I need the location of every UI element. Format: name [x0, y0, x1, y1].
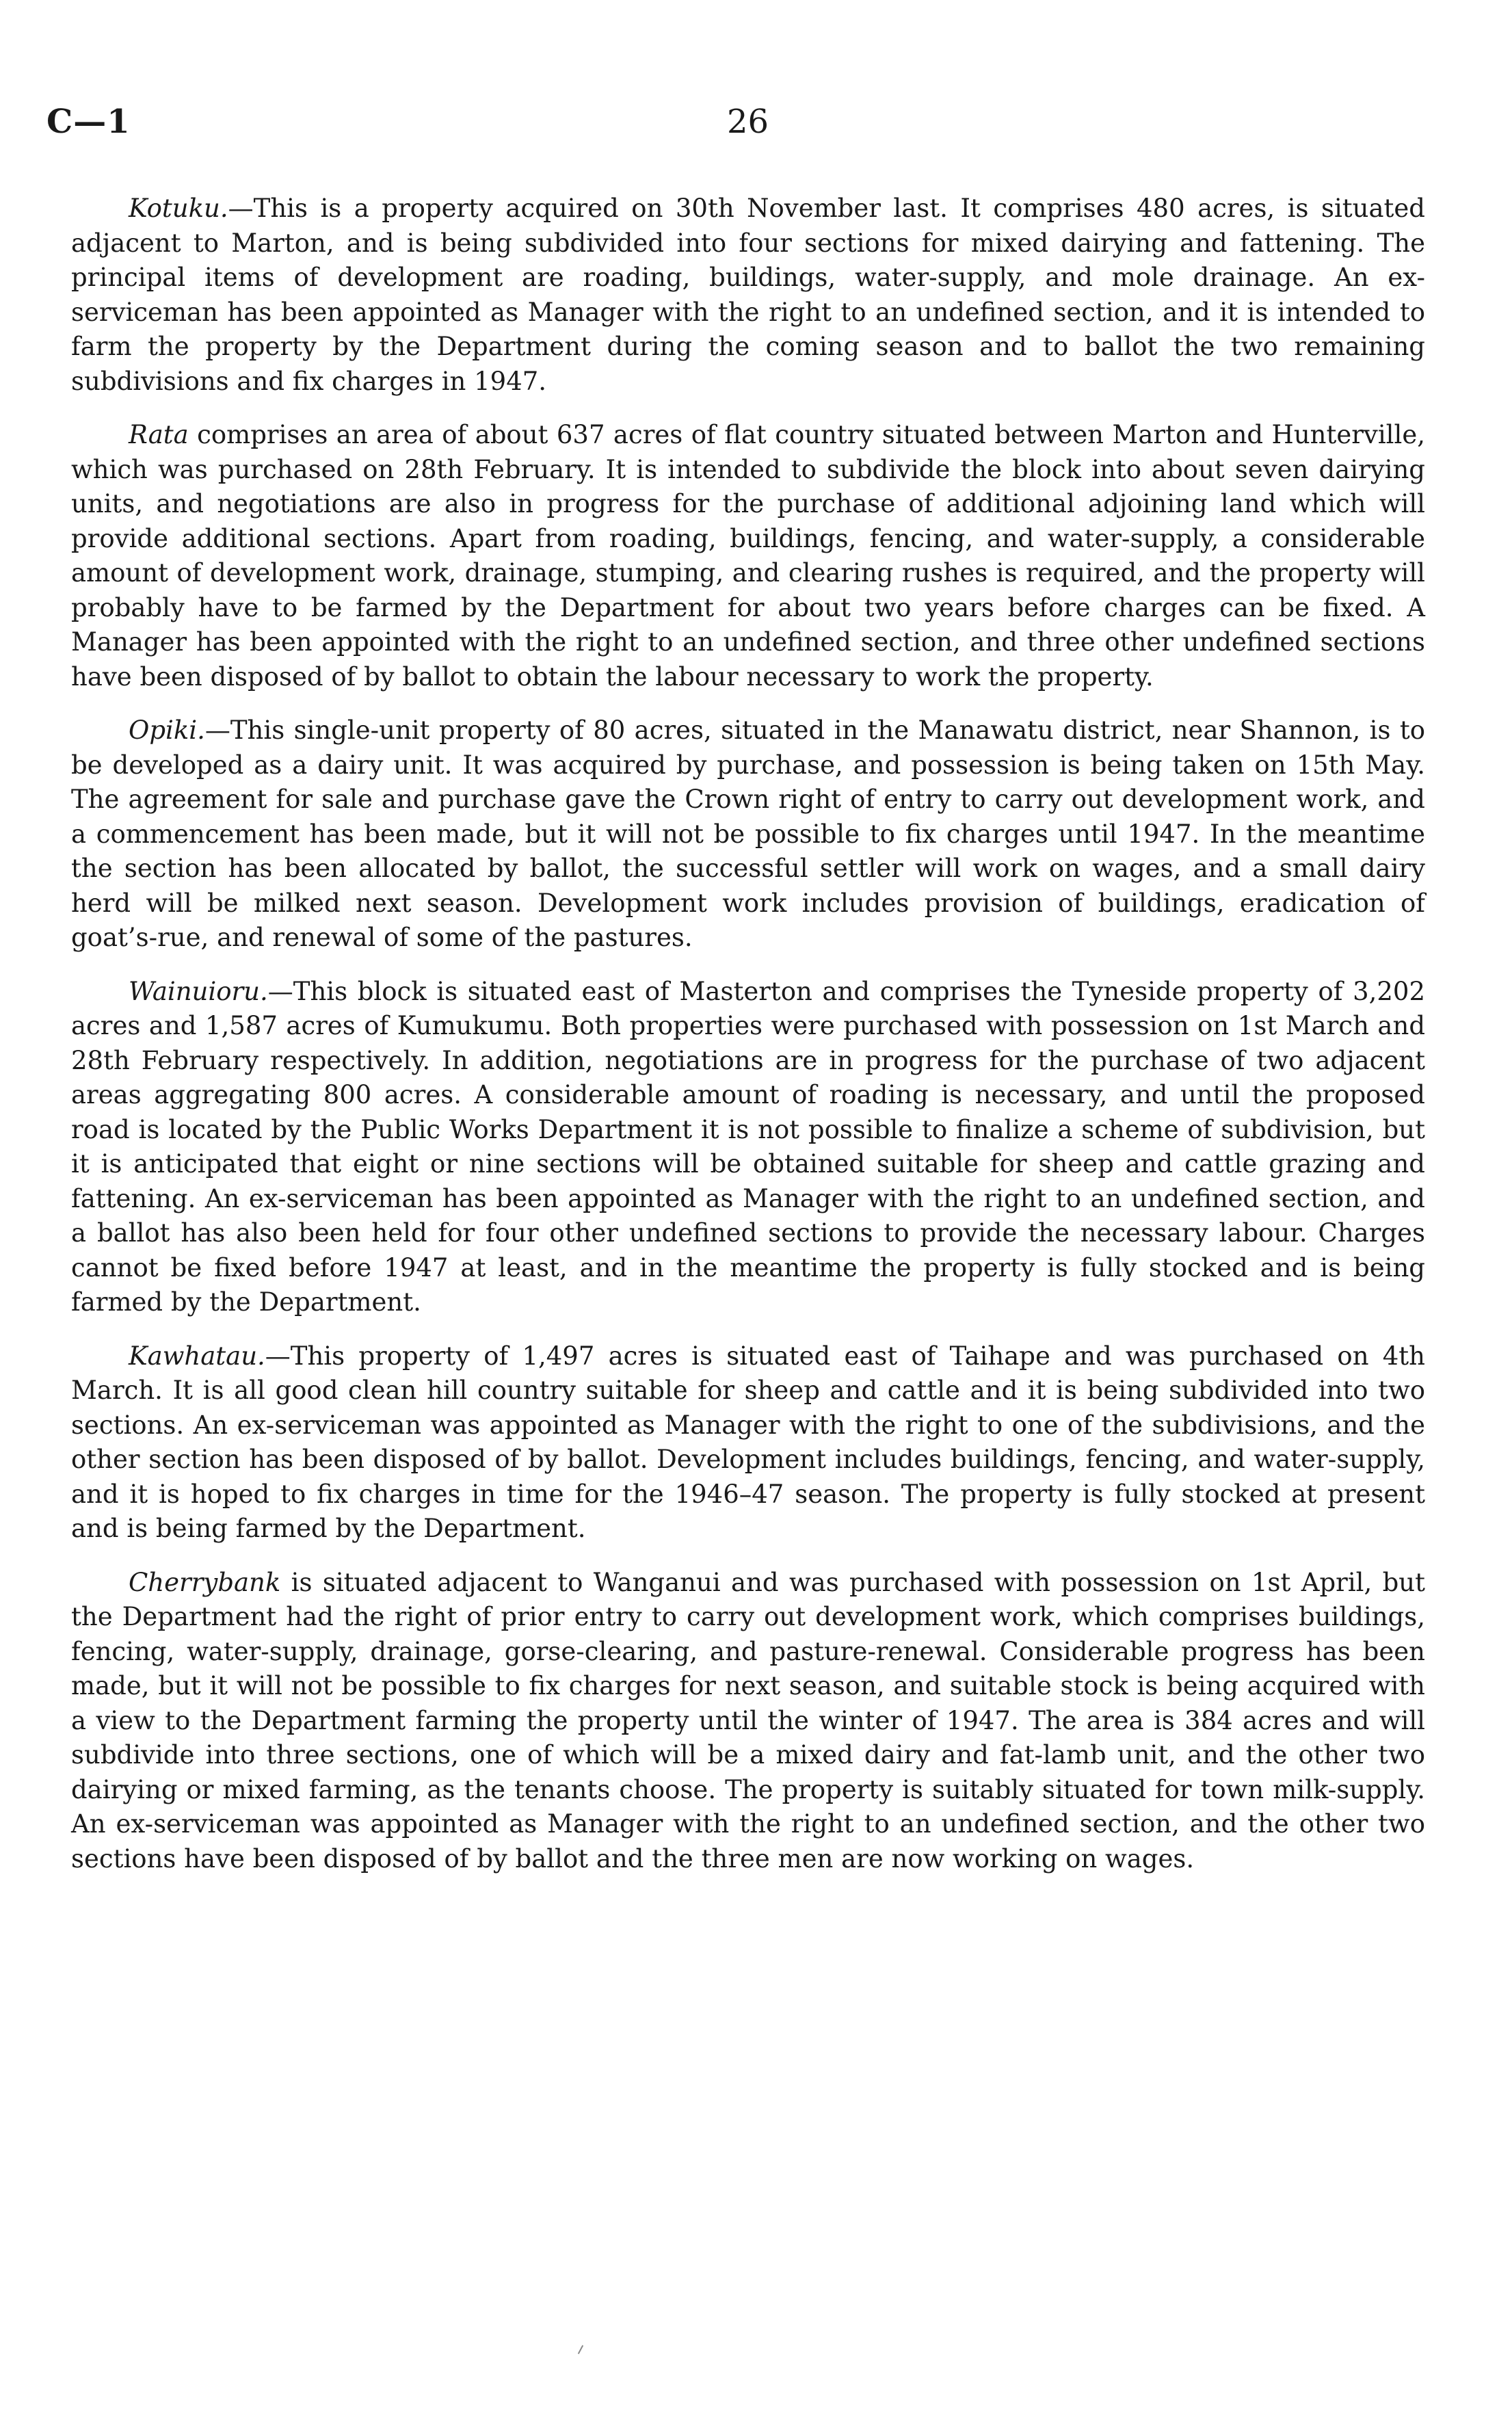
- paragraph-cherrybank: [71, 1566, 1425, 1877]
- paragraph-title: Wainuioru.: [129, 976, 268, 1006]
- paragraph-title: Kawhatau.: [129, 1341, 265, 1371]
- report-reference: C—1: [47, 103, 131, 141]
- paragraph-kotuku: [71, 192, 1425, 399]
- paragraph-title: Cherrybank: [129, 1567, 281, 1597]
- paragraph-title: Kotuku.: [129, 194, 228, 223]
- paragraph-text: —This single-unit property of 80 acres, situated in the Manawatu district, near Shannon, is to be developed as a dairy unit. It was acquired by purchase, and possession is being taken on 15th May. The agreement for sale and purchase gave the Crown right of entry to carry out development work, and a commencement has been made, but it will not be possible to fix charges until 1947. In the meantime the section has been allocated by ballot, the successful settler will work on wages, and a small dairy herd will be milked next season. Development work includes provision of buildings, eradication of goat’s-rue, and renewal of some of the pastures.: [71, 715, 1425, 952]
- paragraph-text: comprises an area of about 637 acres of flat country situated between Marton and Hunterville, which was purchased on 28th February. It is intended to subdivide the block into about seven dairying units, and negotiations are also in progress for the purchase of additional adjoining land which will provide additional sections. Apart from roading, buildings, fencing, and water-supply, a considerable amount of development work, drainage, stumping, and clearing rushes is required, and the property will probably have to be farmed by the Department for about two years before charges can be fixed. A Manager has been appointed with the right to an undefined section, and three other undefined sections have been disposed of by ballot to obtain the labour necessary to work the property.: [71, 420, 1425, 692]
- paragraph-text: —This property of 1,497 acres is situated east of Taihape and was purchased on 4th March. It is all good clean hill country suitable for sheep and cattle and it is being subdivided into two sections. An ex-serviceman was appointed as Manager with the right to one of the subdivisions, and the other section has been disposed of by ballot. Development includes buildings, fencing, and water-supply, and it is hoped to fix charges in time for the 1946–47 season. The property is fully stocked at present and is being farmed by the Department.: [71, 1341, 1425, 1543]
- page-header: [47, 103, 1442, 157]
- paragraph-text: is situated adjacent to Wanganui and was purchased with possession on 1st April, but the Department had the right of prior entry to carry out development work, which comprises buildings, fencing, water-supply, drainage, gorse-clearing, and pasture-renewal. Considerable progress has been made, but it will not be possible to fix charges for next season, and suitable stock is being acquired with a view to the Department farming the property until the winter of 1947. The area is 384 acres and will subdivide into three sections, one of which will be a mixed dairy and fat-lamb unit, and the other two dairying or mixed farming, as the tenants choose. The property is suitably situated for town milk-supply. An ex-serviceman was appointed as Manager with the right to an undefined section, and the other two sections have been disposed of by ballot and the three men are now working on wages.: [71, 1567, 1425, 1874]
- page-number: 26: [727, 103, 769, 141]
- document-body: [71, 192, 1425, 1895]
- paragraph-text: —This is a property acquired on 30th November last. It comprises 480 acres, is situated adjacent to Marton, and is being subdivided into four sections for mixed dairying and fattening. The principal items of development are roading, buildings, water-supply, and mole drainage. An ex-serviceman has been appointed as Manager with the right to an undefined section, and it is intended to farm the property by the Department during the coming season and to ballot the two remaining subdivisions and fix charges in 1947.: [71, 194, 1425, 396]
- paragraph-title: Opiki.: [129, 715, 205, 745]
- paragraph-text: —This block is situated east of Masterton and comprises the Tyneside property of 3,202 acres and 1,587 acres of Kumukumu. Both properties were purchased with possession on 1st March and 28th February respectively. In addition, negotiations are in progress for the purchase of two adjacent areas aggregating 800 acres. A considerable amount of roading is necessary, and until the proposed road is located by the Public Works Department it is not possible to finalize a scheme of subdivision, but it is anticipated that eight or nine sections will be obtained suitable for sheep and cattle grazing and fattening. An ex-serviceman has been appointed as Manager with the right to an undefined section, and a ballot has also been held for four other undefined sections to provide the necessary labour. Charges cannot be fixed before 1947 at least, and in the meantime the property is fully stocked and is being farmed by the Department.: [71, 976, 1425, 1317]
- paragraph-kawhatau: [71, 1339, 1425, 1547]
- paragraph-title: Rata: [129, 420, 189, 449]
- paragraph-rata: [71, 418, 1425, 694]
- paragraph-opiki: [71, 713, 1425, 956]
- paragraph-wainuioru: [71, 975, 1425, 1320]
- stray-ink-mark: [578, 2345, 583, 2354]
